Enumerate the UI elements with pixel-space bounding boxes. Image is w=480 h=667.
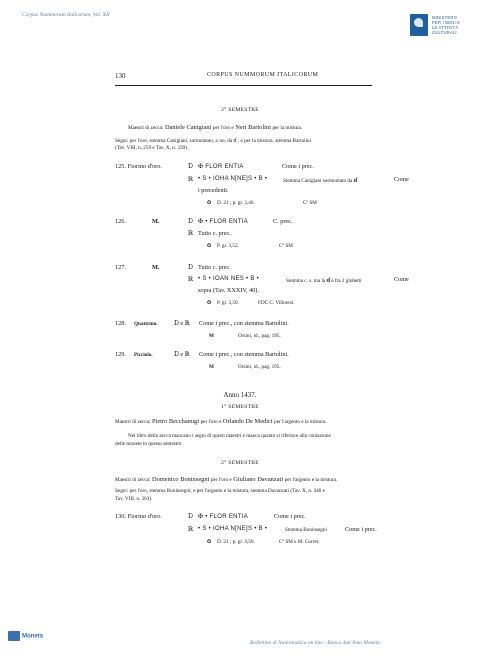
obverse-legend: ✠ • FLOR ENTIA — [198, 514, 248, 520]
reverse-legend: • S • IOHA N[NE]S • B • — [198, 176, 268, 182]
weight-diameter: D. 21 ; p. gr. 3,46. — [217, 200, 255, 206]
maestri-line: Maestri di zecca: Daniele Canigiani per l'oro e Neri Bartolini per la mistura. — [128, 124, 303, 131]
obverse-description: Come i prec. — [282, 163, 314, 170]
reverse-description-tail: Come — [394, 176, 409, 183]
reverse-description: Stemma Canigiani sormontato da ɗ — [283, 177, 358, 184]
description: Come i prec., con stemma Bartolini. — [199, 351, 289, 358]
obverse-marker: Ɒ — [188, 513, 193, 520]
maestri-line: Maestri di zecca: Domenico Boninsegni per l'oro e Giuliano Davanzati per l'argento e la mistura. — [115, 476, 338, 483]
denomination: M. — [152, 218, 160, 225]
moneta-logo: Moneta — [8, 631, 43, 641]
obverse-description: Tutto c. prec. — [198, 264, 231, 271]
segni-line-2: Tav. VIII, n. 263). — [115, 496, 153, 502]
entry-126-number: 126. — [115, 218, 127, 225]
reverse-legend: • S • IOHA N[NE]S • B • — [198, 526, 268, 532]
obverse-legend: ✠ FLOR ENTIA — [198, 164, 244, 170]
weight-symbol-icon: ✪ — [207, 300, 212, 306]
reverse-description: Stemma Boninsegni — [285, 527, 327, 533]
ministry-emblem-icon — [410, 14, 428, 36]
weight-diameter: D. 21 ; p. gr. 3,50. — [217, 539, 255, 545]
reverse-marker: ℝ — [188, 230, 194, 237]
footer-source: Bollettino di Numismatica on line - Banca dati Ibno Moneta — [250, 640, 380, 646]
metal: M — [209, 333, 214, 339]
obverse-description: Come i prec. — [274, 513, 306, 520]
series-title: Corpus Nummorum Italicorum, Vol. XII — [22, 12, 110, 18]
entry-125-number: 125. Fiorino d'oro. — [115, 163, 162, 170]
reverse-description: Tutto c. prec. — [198, 230, 231, 237]
reverse-marker: ℝ — [188, 176, 194, 183]
entry-128-number: 128. — [115, 320, 127, 327]
reverse-marker: ℝ — [188, 526, 194, 533]
segni-line: Segni: per l'oro, stemma Canigiani, sormontato, o no, da ɗ ; e per la mistura, stemma Bartolini — [115, 137, 312, 144]
semester-heading: 2° SEMESTRE — [221, 460, 259, 466]
segni-line: Segni: per l'oro, stemma Boninsegni; e per l'argento e la mistura, stemma Davanzati (Tav. X, n. 340 e — [115, 488, 325, 494]
obverse-description: C. prec. — [273, 218, 293, 225]
note-line-1: Nel libro della zecca mancano i segni di questi maestri e manca quanto si riferisce alla coniazione — [128, 433, 331, 439]
semester-heading: 2° SEMESTRE — [221, 107, 259, 113]
note-line-2: delle monete in questo semestre. — [115, 441, 183, 447]
obverse-reverse-marker: Ɒ e ℝ — [174, 351, 190, 358]
reverse-description-tail: Come — [394, 276, 409, 283]
ministry-logo — [410, 14, 470, 40]
segni-line-2: (Tav. VIII, n. 259 e Tav. X, n. 339). — [115, 145, 189, 151]
description: Come i prec., con stemma Bartolini. — [199, 320, 289, 327]
obverse-marker: Ɒ — [188, 264, 193, 271]
denomination: Quattrino. — [134, 321, 158, 327]
reverse-description-cont: sopra (Tav. XXXIV, 40). — [198, 287, 259, 294]
collection: FDC C. Villoresi. — [258, 300, 295, 306]
reference: Orsini, id., pag. 195. — [238, 333, 281, 339]
page-number: 130 — [115, 72, 126, 80]
collection: Cº SM — [303, 200, 317, 206]
reverse-description-cont: i precedenti. — [198, 187, 229, 194]
reverse-description-tail: Come i prec. — [345, 526, 377, 533]
year-heading: Anno 1437. — [223, 391, 257, 399]
obverse-legend: ✠ • FLOR ENTIA — [198, 219, 248, 225]
collection: Cº SM e M. Correr. — [279, 539, 320, 545]
maestri-line: Maestri di zecca: Pietro Becchanugi per l'oro e Orlando De Medici per l'argento e la mistura. — [115, 418, 327, 425]
obverse-marker: Ɒ — [188, 218, 193, 225]
denomination: M. — [152, 264, 160, 271]
reference: Orsini, id., pag. 195. — [238, 364, 281, 370]
weight-symbol-icon: ✪ — [207, 200, 212, 206]
obverse-marker: Ɒ — [188, 163, 193, 170]
header-rule — [115, 85, 372, 86]
weight: P. gr. 3,52. — [217, 243, 239, 249]
entry-129-number: 129. — [115, 351, 127, 358]
weight-symbol-icon: ✪ — [207, 243, 212, 249]
entry-127-number: 127. — [115, 264, 127, 271]
denomination: Picciolo. — [134, 352, 153, 358]
metal: M — [209, 364, 214, 370]
weight-symbol-icon: ✪ — [207, 539, 212, 545]
reverse-marker: ℝ — [188, 276, 194, 283]
weight: P. gr. 3,50. — [217, 300, 239, 306]
semester-heading: 1° SEMESTRE — [221, 404, 259, 410]
obverse-reverse-marker: Ɒ e ℝ — [174, 320, 190, 327]
running-head: CORPUS NUMMORUM ITALICORUM — [207, 72, 319, 78]
reverse-description: Stemma c. s. ma la ɗ è fra 2 globetti — [286, 277, 362, 284]
entry-130-number: 130. Fiorino d'oro. — [115, 513, 162, 520]
collection: Cº SM — [279, 243, 293, 249]
moneta-logo-icon — [8, 631, 20, 641]
reverse-legend: • S • IOAN NES • B • — [198, 276, 260, 282]
ministry-logo-text: MINISTERO PER I BENI E LE ATTIVITÀ CULTURALI — [432, 15, 461, 35]
